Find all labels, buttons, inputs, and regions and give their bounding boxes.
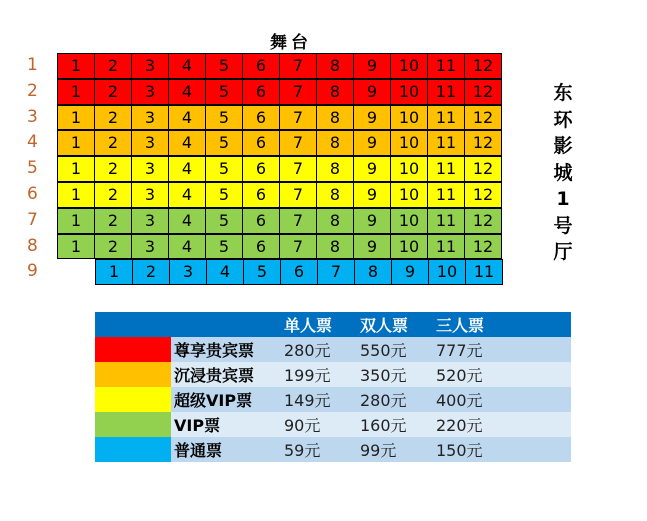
- seat[interactable]: 6: [242, 130, 280, 156]
- seat-row: [95, 259, 502, 285]
- hall-label: [548, 80, 578, 266]
- seat[interactable]: 9: [353, 182, 391, 208]
- seat[interactable]: 9: [353, 130, 391, 156]
- seat[interactable]: 12: [464, 79, 502, 105]
- seat[interactable]: 4: [168, 234, 206, 260]
- hall-label-char: 东: [553, 82, 573, 104]
- seat[interactable]: 11: [427, 105, 465, 131]
- seat[interactable]: 3: [131, 234, 169, 260]
- seat[interactable]: 4: [168, 208, 206, 234]
- seat[interactable]: 3: [131, 156, 169, 182]
- tier-price: 400元: [436, 387, 512, 412]
- seat[interactable]: 5: [205, 234, 243, 260]
- seat[interactable]: 5: [205, 130, 243, 156]
- tier-price: 550元: [360, 337, 436, 362]
- hall-label-char: 环: [553, 108, 573, 131]
- seat[interactable]: 2: [94, 105, 132, 131]
- price-table-header: [95, 312, 571, 337]
- seat[interactable]: 7: [279, 156, 317, 182]
- hall-label-char: 影: [553, 135, 573, 157]
- seat[interactable]: 12: [464, 53, 502, 79]
- seat[interactable]: 3: [169, 259, 207, 285]
- seat-row: [57, 130, 502, 156]
- seat[interactable]: 9: [353, 79, 391, 105]
- stage-label: 舞台: [270, 33, 312, 53]
- seat[interactable]: 10: [390, 182, 428, 208]
- row-label: 8: [27, 235, 38, 256]
- seat[interactable]: 8: [316, 53, 354, 79]
- seat[interactable]: 7: [279, 79, 317, 105]
- seat[interactable]: 11: [427, 53, 465, 79]
- tier-price: 160元: [360, 412, 436, 437]
- seat[interactable]: 8: [316, 105, 354, 131]
- price-row: [95, 412, 571, 437]
- seat[interactable]: 5: [205, 53, 243, 79]
- row-label: 3: [27, 106, 38, 127]
- tier-name: 沉浸贵宾票: [171, 362, 284, 387]
- seat[interactable]: 9: [353, 105, 391, 131]
- seat[interactable]: 10: [428, 259, 466, 285]
- seat[interactable]: 4: [168, 156, 206, 182]
- seat[interactable]: 2: [94, 53, 132, 79]
- seat[interactable]: 9: [391, 259, 429, 285]
- header-triple: 三人票: [436, 312, 512, 337]
- seat[interactable]: 1: [57, 234, 95, 260]
- seat[interactable]: 3: [131, 208, 169, 234]
- tier-name: 普通票: [171, 437, 284, 462]
- price-row: [95, 437, 571, 462]
- hall-label-char: 城: [553, 161, 573, 184]
- seat[interactable]: 1: [57, 208, 95, 234]
- seat[interactable]: 11: [427, 208, 465, 234]
- seat[interactable]: 1: [57, 105, 95, 131]
- seat[interactable]: 4: [206, 259, 244, 285]
- seat[interactable]: 9: [353, 234, 391, 260]
- tier-price: 99元: [360, 437, 436, 462]
- row-label: 7: [27, 209, 38, 230]
- hall-label-char: 厅: [553, 241, 573, 263]
- tier-price: 90元: [284, 412, 360, 437]
- seat[interactable]: 7: [279, 105, 317, 131]
- seat[interactable]: 3: [131, 130, 169, 156]
- row-label: 2: [27, 80, 38, 101]
- seat[interactable]: 11: [427, 79, 465, 105]
- seat[interactable]: 6: [242, 208, 280, 234]
- seat[interactable]: 6: [242, 105, 280, 131]
- seat-row: [57, 105, 502, 131]
- seat[interactable]: 6: [242, 182, 280, 208]
- seat[interactable]: 2: [94, 130, 132, 156]
- seat[interactable]: 11: [427, 130, 465, 156]
- seat[interactable]: 4: [168, 105, 206, 131]
- seat[interactable]: 2: [132, 259, 170, 285]
- seat-row: [57, 79, 502, 105]
- seat[interactable]: 1: [57, 156, 95, 182]
- seat[interactable]: 10: [390, 53, 428, 79]
- row-label: 6: [27, 183, 38, 204]
- hall-label-char: 号: [553, 214, 573, 237]
- seat[interactable]: 3: [131, 182, 169, 208]
- seat-row: [57, 182, 502, 208]
- price-row: [95, 337, 571, 362]
- header-double: 双人票: [360, 312, 436, 337]
- price-row: [95, 362, 571, 387]
- seat[interactable]: 8: [316, 182, 354, 208]
- seat[interactable]: 12: [464, 105, 502, 131]
- seat[interactable]: 2: [94, 156, 132, 182]
- seat[interactable]: 6: [242, 53, 280, 79]
- seat[interactable]: 5: [205, 79, 243, 105]
- seating-grid: [57, 53, 502, 285]
- tier-name: 超级VIP票: [171, 387, 284, 412]
- seat[interactable]: 3: [131, 79, 169, 105]
- tier-price: 220元: [436, 412, 512, 437]
- seat-row: [57, 156, 502, 182]
- seat[interactable]: 7: [279, 53, 317, 79]
- seat[interactable]: 12: [464, 130, 502, 156]
- tier-price: 150元: [436, 437, 512, 462]
- header-single: 单人票: [284, 312, 360, 337]
- seat[interactable]: 4: [168, 130, 206, 156]
- seat[interactable]: 6: [280, 259, 318, 285]
- seat[interactable]: 11: [465, 259, 503, 285]
- seat[interactable]: 1: [57, 182, 95, 208]
- seat[interactable]: 5: [205, 156, 243, 182]
- seat[interactable]: 11: [427, 182, 465, 208]
- tier-price: 280元: [284, 337, 360, 362]
- seat[interactable]: 10: [390, 105, 428, 131]
- seat[interactable]: 10: [390, 130, 428, 156]
- row-label: 4: [27, 132, 38, 153]
- seat[interactable]: 7: [279, 234, 317, 260]
- row-labels: [27, 53, 55, 285]
- seat[interactable]: 2: [94, 234, 132, 260]
- tier-price: 59元: [284, 437, 360, 462]
- price-table: [95, 312, 571, 462]
- seat[interactable]: 8: [316, 234, 354, 260]
- price-row: [95, 387, 571, 412]
- tier-name: VIP票: [171, 412, 284, 437]
- seat[interactable]: 11: [427, 234, 465, 260]
- tier-price: 350元: [360, 362, 436, 387]
- seat[interactable]: 7: [279, 130, 317, 156]
- seat[interactable]: 1: [57, 79, 95, 105]
- tier-color-swatch: [95, 362, 171, 387]
- seat[interactable]: 9: [353, 156, 391, 182]
- seat[interactable]: 10: [390, 208, 428, 234]
- seat-row: [57, 208, 502, 234]
- seat[interactable]: 3: [131, 53, 169, 79]
- seat[interactable]: 10: [390, 79, 428, 105]
- seat[interactable]: 3: [131, 105, 169, 131]
- tier-price: 520元: [436, 362, 512, 387]
- tier-color-swatch: [95, 412, 171, 437]
- tier-name: 尊享贵宾票: [171, 337, 284, 362]
- seat[interactable]: 7: [279, 182, 317, 208]
- seat[interactable]: 2: [94, 182, 132, 208]
- tier-color-swatch: [95, 387, 171, 412]
- seat[interactable]: 12: [464, 182, 502, 208]
- seat[interactable]: 5: [205, 182, 243, 208]
- tier-price: 149元: [284, 387, 360, 412]
- seat[interactable]: 6: [242, 156, 280, 182]
- seat-row: [57, 53, 502, 79]
- seat[interactable]: 6: [242, 79, 280, 105]
- seat[interactable]: 9: [353, 208, 391, 234]
- seat[interactable]: 2: [94, 208, 132, 234]
- seat[interactable]: 4: [168, 53, 206, 79]
- row-label: 1: [27, 55, 38, 75]
- seat[interactable]: 1: [57, 53, 95, 79]
- seat[interactable]: 11: [427, 156, 465, 182]
- seat[interactable]: 8: [316, 156, 354, 182]
- tier-price: 777元: [436, 337, 512, 362]
- seat[interactable]: 8: [316, 79, 354, 105]
- tier-color-swatch: [95, 437, 171, 462]
- hall-label-char: 1: [556, 188, 570, 210]
- seat[interactable]: 12: [464, 156, 502, 182]
- seat[interactable]: 6: [242, 234, 280, 260]
- seat[interactable]: 4: [168, 79, 206, 105]
- seat[interactable]: 9: [353, 53, 391, 79]
- seat[interactable]: 1: [95, 259, 133, 285]
- seat[interactable]: 4: [168, 182, 206, 208]
- seat-row: [57, 234, 502, 260]
- row-label: 5: [27, 158, 38, 179]
- seat[interactable]: 8: [316, 130, 354, 156]
- seat[interactable]: 5: [205, 208, 243, 234]
- row-label: 9: [27, 261, 38, 282]
- seat[interactable]: 7: [279, 208, 317, 234]
- seat[interactable]: 10: [390, 156, 428, 182]
- seat[interactable]: 8: [316, 208, 354, 234]
- tier-price: 280元: [360, 387, 436, 412]
- seat[interactable]: 12: [464, 234, 502, 260]
- seat[interactable]: 7: [317, 259, 355, 285]
- seat[interactable]: 10: [390, 234, 428, 260]
- seat[interactable]: 2: [94, 79, 132, 105]
- seat[interactable]: 1: [57, 130, 95, 156]
- seat[interactable]: 8: [354, 259, 392, 285]
- seat[interactable]: 5: [243, 259, 281, 285]
- tier-price: 199元: [284, 362, 360, 387]
- seat[interactable]: 12: [464, 208, 502, 234]
- tier-color-swatch: [95, 337, 171, 362]
- seat[interactable]: 5: [205, 105, 243, 131]
